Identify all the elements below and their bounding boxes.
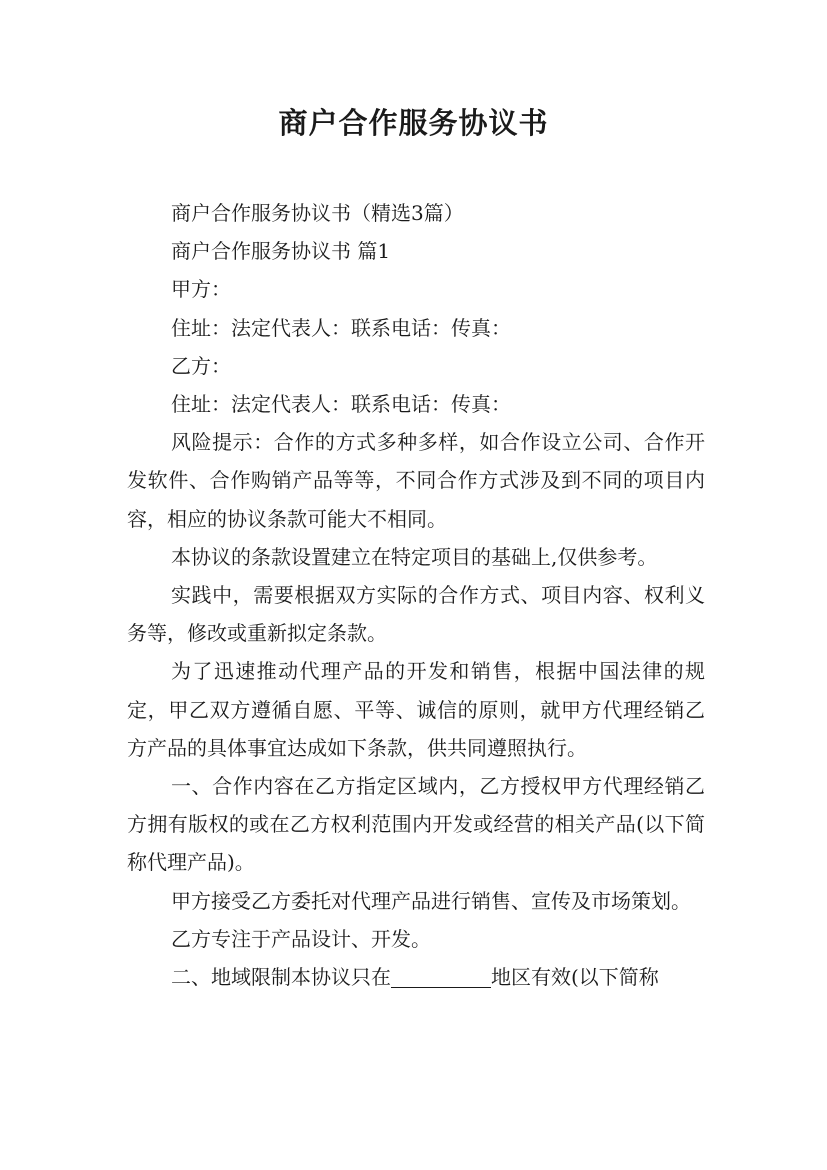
paragraph-party-a-duty: 甲方接受乙方委托对代理产品进行销售、宣传及市场策划。: [171, 888, 691, 913]
paragraph-party-b: 乙方：: [171, 353, 231, 378]
paragraph-clause-2: [127, 958, 705, 996]
clause-2-text-start: 二、地域限制本协议只在: [171, 965, 391, 990]
paragraph-party-a: 甲方：: [171, 277, 231, 302]
paragraph-practice-note: 实践中，需要根据双方实际的合作方式、项目内容、权利义务等，修改或重新拟定条款。: [127, 583, 705, 646]
clause-2-text-end: 地区有效(以下简称: [491, 965, 659, 990]
paragraph-preamble: 为了迅速推动代理产品的开发和销售，根据中国法律的规定，甲乙双方遵循自愿、平等、诚信的原则，就甲方代理经销乙方产品的具体事宜达成如下条款，供共同遵照执行。: [127, 659, 705, 760]
paragraph-risk-notice: 风险提示：合作的方式多种多样，如合作设立公司、合作开发软件、合作购销产品等等，不同合作方式涉及到不同的项目内容，相应的协议条款可能大不相同。: [127, 430, 705, 531]
paragraph-party-b-info: 住址：法定代表人：联系电话：传真：: [171, 392, 511, 417]
paragraph-party-a-info: 住址：法定代表人：联系电话：传真：: [171, 315, 511, 340]
paragraph-section-heading: 商户合作服务协议书 篇1: [171, 239, 391, 264]
document-body: [127, 194, 705, 996]
region-blank-field: [391, 965, 491, 988]
paragraph-clause-1: 一、合作内容在乙方指定区域内，乙方授权甲方代理经销乙方拥有版权的或在乙方权利范围内开发或经营的相关产品(以下简称代理产品)。: [127, 774, 705, 875]
paragraph-intro-heading: 商户合作服务协议书（精选3篇）: [171, 201, 464, 225]
document-title: 商户合作服务协议书: [278, 106, 549, 140]
paragraph-reference-note: 本协议的条款设置建立在特定项目的基础上,仅供参考。: [171, 544, 658, 569]
paragraph-party-b-duty: 乙方专注于产品设计、开发。: [171, 926, 431, 951]
